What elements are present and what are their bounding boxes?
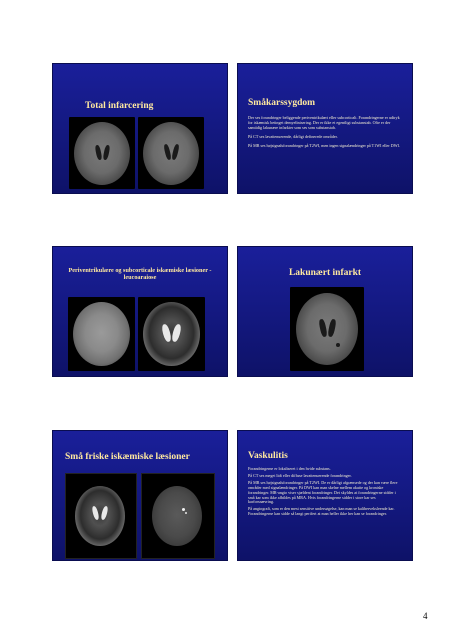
slide-title: Vaskulitis <box>248 451 288 461</box>
page-number: 4 <box>423 611 428 621</box>
slide-title: Total infarcering <box>85 101 154 111</box>
slide-smaakarssygdom <box>237 63 413 194</box>
t2-mr-image <box>138 297 205 371</box>
paragraph: På CT ses meget lidt eller diffuse lavattenuerende forandringer. <box>248 472 352 478</box>
dwi-mr-image <box>141 473 215 559</box>
ct-scan-image <box>138 117 204 189</box>
slide-title: Lakunært infarkt <box>288 268 362 278</box>
slide-title: Småkarssygdom <box>248 98 316 108</box>
slide-periventrikulaere-laesioner <box>52 246 228 377</box>
t2-mr-image <box>65 473 137 559</box>
slide-title: Periventrikulære og subcorticale iskæmiske læsioner - leucoaraiose <box>68 267 212 282</box>
paragraph: På angiografi, som er den mest sensitive undersøgelse, kan man se kaliberveksleende kar. Forandringerne kan sidde så langt perifert at man heller ikke her kan se forandringer. <box>248 506 395 517</box>
ct-scan-image <box>290 287 364 371</box>
slide-title: Små friske iskæmiske læsioner <box>65 452 190 462</box>
paragraph: På MR ses højsignalsforandringer på T2WI. De er dårligt afgrænsede og der kan være flere områder med signalændringer. På DWI kan man skelne mellem akutte og kroniske forandringer. MR-angio viser sjældent forandringer. Det skyldes at forandringerne sidder i små kar som ikke afbildes på MRA. Hvis forandringerne sidder i store kar ses karforsnævring. <box>248 479 398 505</box>
slide-body <box>248 467 402 519</box>
slide-total-infarcering <box>52 63 228 194</box>
paragraph: Forandringerne er lokaliseret i den hvide substans. <box>248 466 331 471</box>
paragraph: Der ses forandringer beliggende periventrikulært eller subcorticalt. Forandringerne er udtryk for iskæmisk betinget demyelinisering. Der er ikke et egentligt substanstab. Ofte er der samtidig lakunære infarkter som ses som substanstab. <box>248 115 400 130</box>
paragraph: På MR ses højsignalsforandringer på T2WI, men ingen signalændringer på T1WI eller DWI. <box>248 142 400 148</box>
slide-vaskulitis <box>237 430 413 561</box>
paragraph: På CT ses lavattenuerende, dårligt definerede områder. <box>248 133 338 139</box>
slide-lakunaert-infarkt <box>237 246 413 377</box>
flair-mr-image <box>68 297 135 371</box>
slide-body <box>248 116 402 153</box>
ct-scan-image <box>69 117 135 189</box>
slide-smaa-friske-laesioner <box>52 430 228 561</box>
